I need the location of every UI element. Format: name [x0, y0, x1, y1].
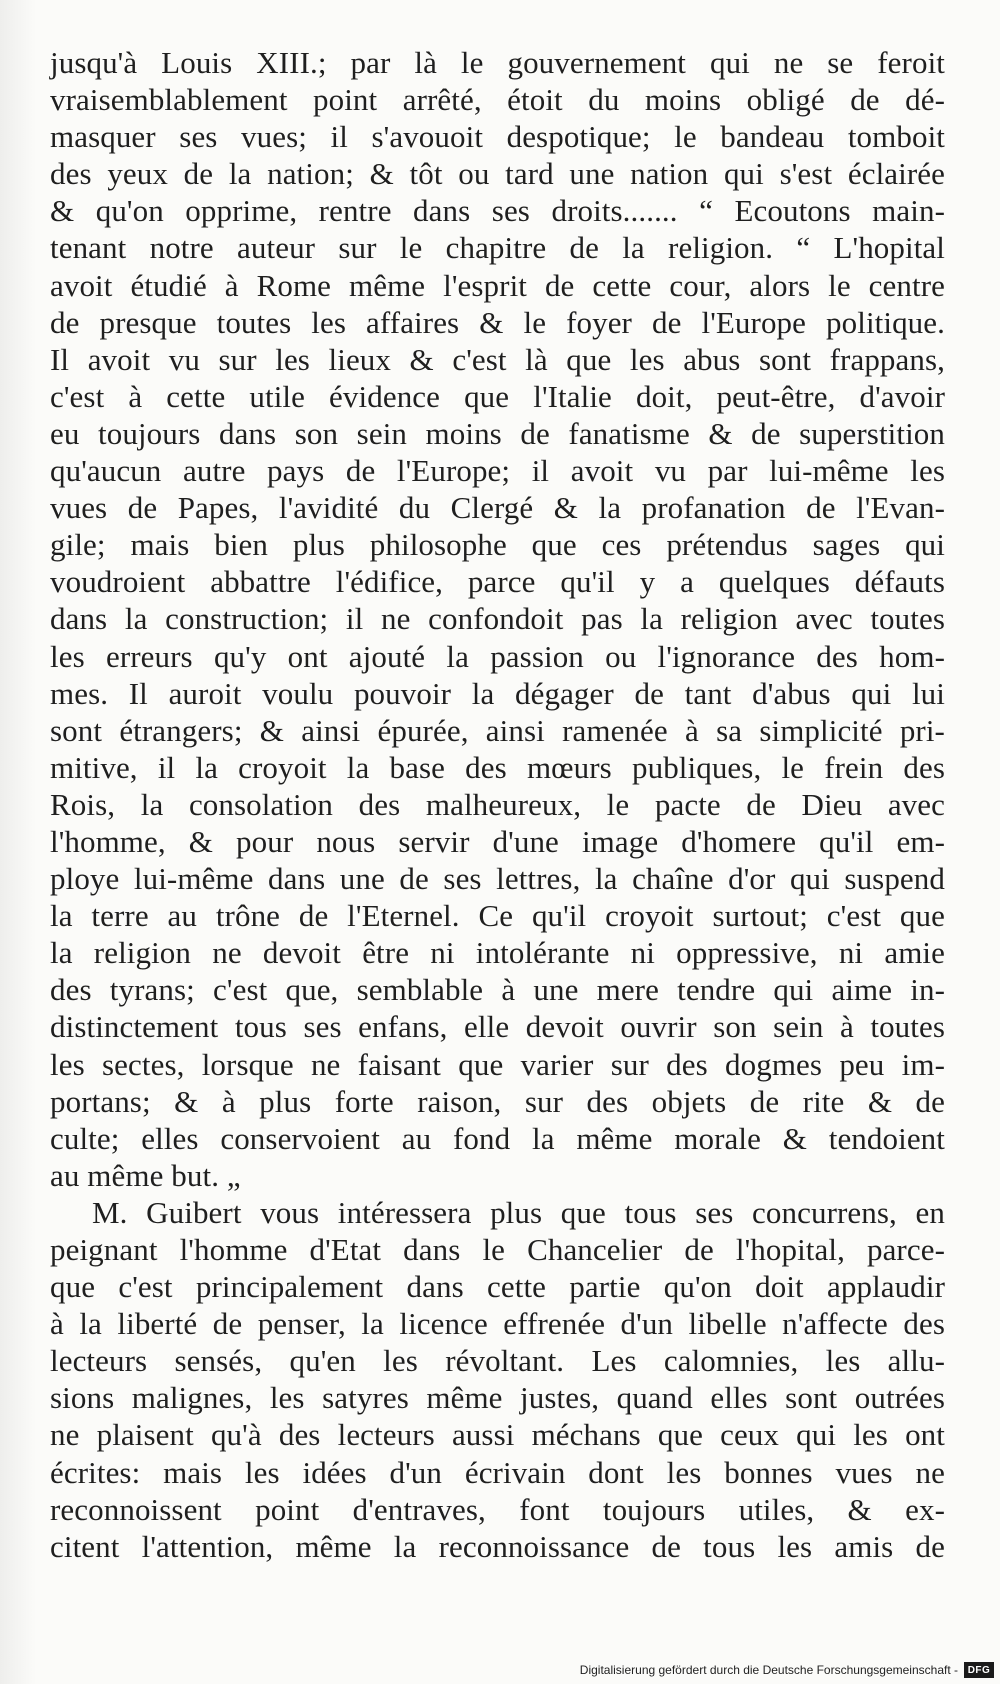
- text-line: eu toujours dans son sein moins de fanatisme & de superstition: [50, 415, 945, 451]
- text-line: qu'aucun autre pays de l'Europe; il avoit vu par lui-même les: [50, 453, 945, 489]
- text-line: distinctement tous ses enfans, elle devoit ouvrir son sein à toutes: [50, 1009, 945, 1045]
- text-line: portans; & à plus forte raison, sur des objets de rite & de: [50, 1083, 945, 1119]
- text-line: de presque toutes les affaires & le foyer de l'Europe politique.: [50, 304, 945, 340]
- text-line: à la liberté de penser, la licence effrenée d'un libelle n'affecte des: [50, 1306, 945, 1342]
- text-line: M. Guibert vous intéressera plus que tous ses concurrens, en: [92, 1194, 945, 1230]
- text-line: que c'est principalement dans cette partie qu'on doit applaudir: [50, 1269, 945, 1305]
- text-line: la terre au trône de l'Eternel. Ce qu'il croyoit surtout; c'est que: [50, 898, 945, 934]
- text-line: reconnoissent point d'entraves, font toujours utiles, & ex-: [50, 1491, 945, 1527]
- text-line: écrites: mais les idées d'un écrivain dont les bonnes vues ne: [50, 1454, 945, 1490]
- dfg-logo: DFG: [964, 1662, 994, 1678]
- text-line: tenant notre auteur sur le chapitre de la religion. “ L'hopital: [50, 230, 945, 266]
- text-line: voudroient abbattre l'édifice, parce qu'il y a quelques défauts: [50, 564, 945, 600]
- text-line: lecteurs sensés, qu'en les révoltant. Les calomnies, les allu-: [50, 1343, 945, 1379]
- text-line: gile; mais bien plus philosophe que ces prétendus sages qui: [50, 527, 945, 563]
- text-line: des tyrans; c'est que, semblable à une mere tendre qui aime in-: [50, 972, 945, 1008]
- text-line: Il avoit vu sur les lieux & c'est là que les abus sont frappans,: [50, 341, 945, 377]
- text-line: des yeux de la nation; & tôt ou tard une nation qui s'est éclairée: [50, 156, 945, 192]
- text-line: ploye lui-même dans une de ses lettres, la chaîne d'or qui suspend: [50, 861, 945, 897]
- text-line: mes. Il auroit voulu pouvoir la dégager de tant d'abus qui lui: [50, 675, 945, 711]
- page-binding-shadow: [0, 0, 36, 1684]
- digitization-credit: [580, 1662, 994, 1678]
- text-line: ne plaisent qu'à des lecteurs aussi méchans que ceux qui les ont: [50, 1417, 945, 1453]
- text-line: sions malignes, les satyres même justes, quand elles sont outrées: [50, 1380, 945, 1416]
- text-line: jusqu'à Louis XIII.; par là le gouvernement qui ne se feroit: [50, 45, 945, 80]
- text-line: l'homme, & pour nous servir d'une image d'homere qu'il em-: [50, 823, 945, 859]
- text-line: culte; elles conservoient au fond la même morale & tendoient: [50, 1120, 945, 1156]
- text-line: sont étrangers; & ainsi épurée, ainsi ramenée à sa simplicité pri-: [50, 712, 945, 748]
- text-line: c'est à cette utile évidence que l'Italie doit, peut-être, d'avoir: [50, 378, 945, 414]
- text-line: Rois, la consolation des malheureux, le pacte de Dieu avec: [50, 786, 945, 822]
- text-line: citent l'attention, même la reconnoissance de tous les amis de: [50, 1528, 945, 1564]
- text-line: les erreurs qu'y ont ajouté la passion ou l'ignorance des hom-: [50, 638, 945, 674]
- text-line: mitive, il la croyoit la base des mœurs publiques, le frein des: [50, 749, 945, 785]
- text-line: dans la construction; il ne confondoit pas la religion avec toutes: [50, 601, 945, 637]
- text-line: & qu'on opprime, rentre dans ses droits....... “ Ecoutons main-: [50, 193, 945, 229]
- text-line: les sectes, lorsque ne faisant que varier sur des dogmes peu im-: [50, 1046, 945, 1082]
- text-line: la religion ne devoit être ni intolérante ni oppressive, ni amie: [50, 935, 945, 971]
- text-line: peignant l'homme d'Etat dans le Chancelier de l'hopital, parce-: [50, 1232, 945, 1267]
- text-line: vraisemblablement point arrêté, étoit du moins obligé de dé-: [50, 82, 945, 118]
- text-line: avoit étudié à Rome même l'esprit de cette cour, alors le centre: [50, 267, 945, 303]
- text-line: au même but. „: [50, 1157, 241, 1193]
- body-text: [50, 44, 945, 1565]
- text-line: vues de Papes, l'avidité du Clergé & la profanation de l'Evan-: [50, 490, 945, 526]
- footer-credit-text: Digitalisierung gefördert durch die Deutsche Forschungsgemeinschaft -: [579, 1663, 958, 1677]
- text-line: masquer ses vues; il s'avouoit despotique; le bandeau tomboit: [50, 119, 945, 155]
